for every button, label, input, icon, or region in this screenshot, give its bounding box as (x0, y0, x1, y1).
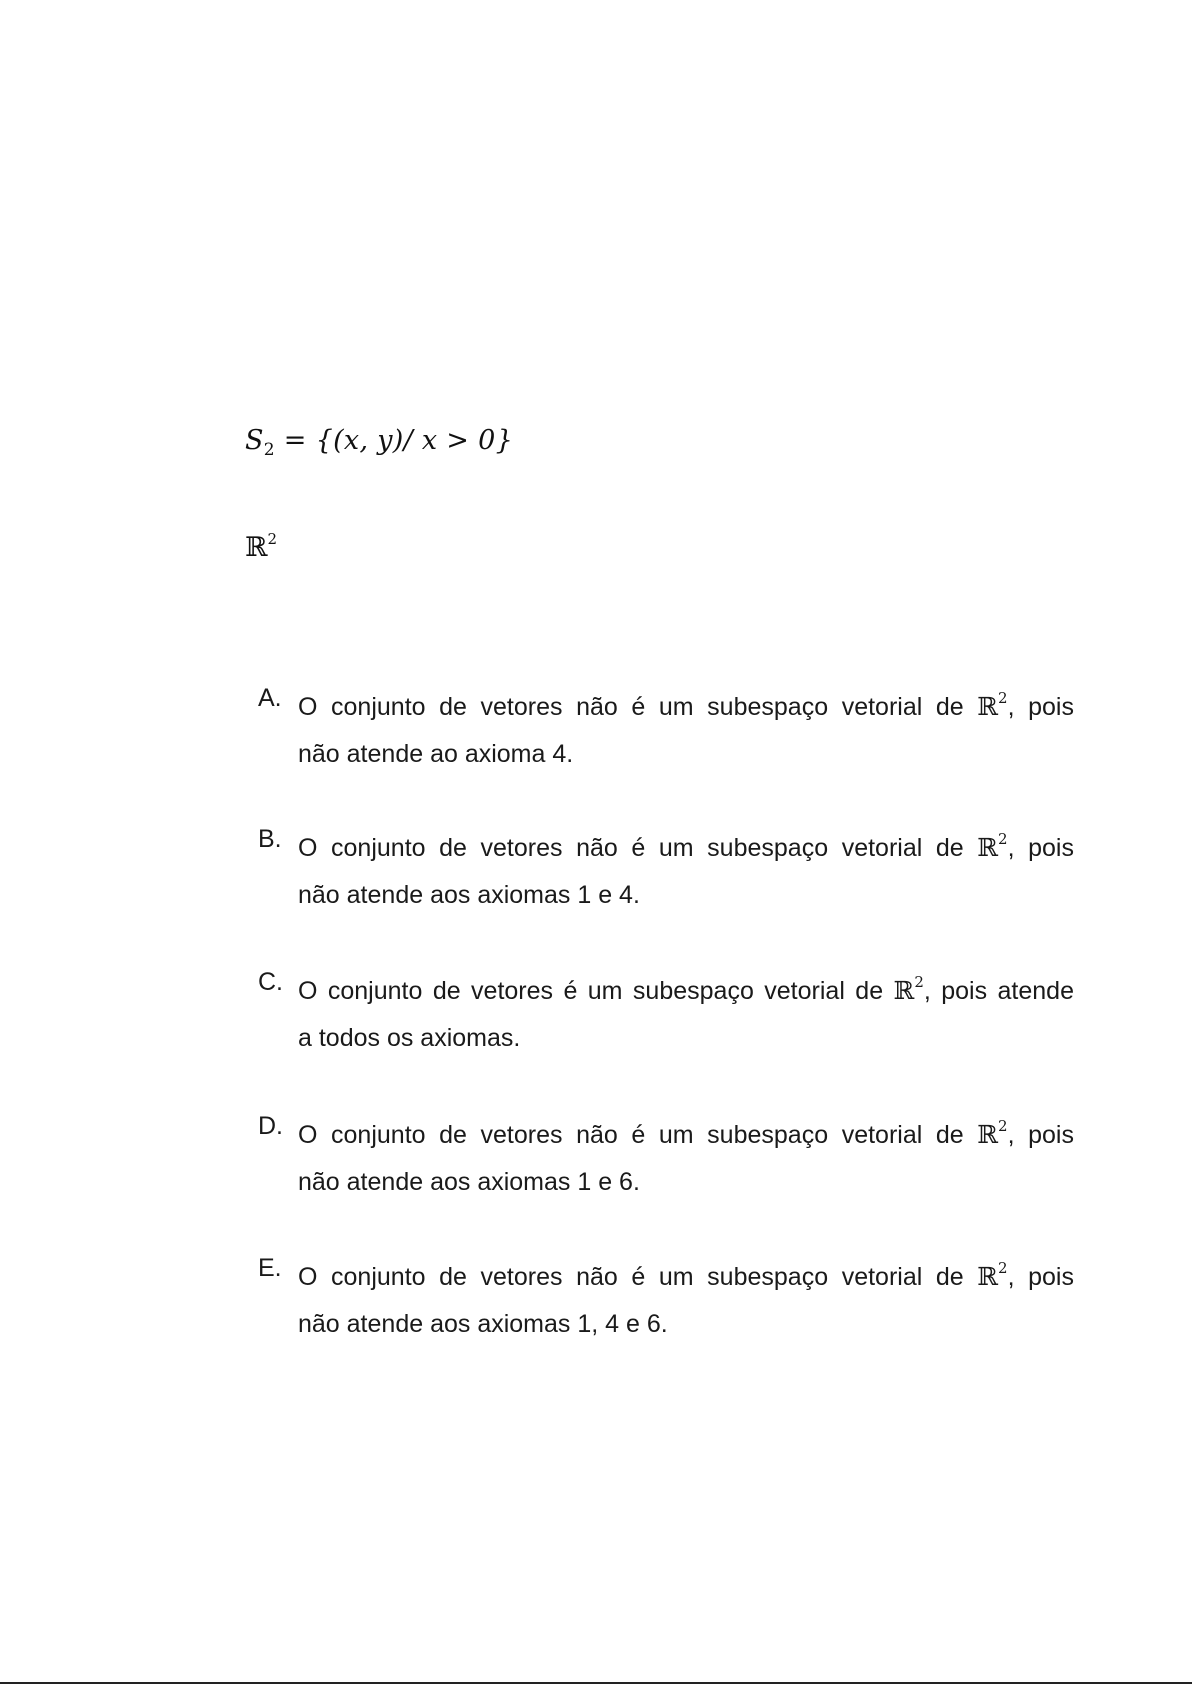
option-d[interactable] (258, 1103, 1074, 1206)
vector-space-symbol (245, 530, 277, 563)
set-name: S (245, 425, 264, 456)
option-line-1: O conjunto de vetores não é um subespaço vetorial de ℝ$^2$, pois (298, 1259, 1074, 1291)
option-letter: B. (258, 825, 282, 853)
option-e[interactable] (258, 1245, 1074, 1348)
space-exponent: 2 (267, 530, 277, 548)
space-exponent: 2 (998, 830, 1008, 848)
option-letter: E. (258, 1254, 282, 1282)
option-b[interactable] (258, 816, 1074, 919)
space-exponent: 2 (998, 689, 1008, 707)
space-exponent: 2 (998, 1117, 1008, 1135)
set-subscript: 2 (263, 440, 275, 460)
option-line-2: não atende aos axiomas 1 e 4. (298, 881, 640, 909)
space-symbol: ℝ (893, 976, 915, 1005)
option-line-2: não atende aos axiomas 1, 4 e 6. (298, 1310, 668, 1338)
option-line-2: não atende ao axioma 4. (298, 740, 574, 768)
page-bottom-rule (0, 1682, 1192, 1684)
set-definition (245, 425, 513, 460)
option-a[interactable] (258, 675, 1074, 778)
option-line-1: O conjunto de vetores não é um subespaço vetorial de ℝ$^2$, pois (298, 830, 1074, 862)
space-exponent: 2 (914, 973, 924, 991)
option-line-1: O conjunto de vetores não é um subespaço vetorial de ℝ$^2$, pois (298, 1117, 1074, 1149)
space-symbol: ℝ (977, 833, 999, 862)
option-line-2: não atende aos axiomas 1 e 6. (298, 1168, 640, 1196)
option-letter: D. (258, 1112, 283, 1140)
space-symbol: ℝ (977, 1262, 999, 1291)
set-body: = {(x, y)/ x > 0} (274, 425, 514, 456)
space-symbol: ℝ (977, 692, 999, 721)
option-line-1: O conjunto de vetores é um subespaço vetorial de ℝ$^2$, pois atende (298, 973, 1074, 1005)
option-letter: C. (258, 968, 283, 996)
option-line-1: O conjunto de vetores não é um subespaço vetorial de ℝ$^2$, pois (298, 689, 1074, 721)
space-symbol: ℝ (977, 1120, 999, 1149)
space-exponent: 2 (998, 1259, 1008, 1277)
option-c[interactable] (258, 959, 1074, 1062)
option-line-2: a todos os axiomas. (298, 1024, 521, 1052)
option-letter: A. (258, 684, 282, 712)
space-symbol: ℝ (245, 532, 268, 563)
